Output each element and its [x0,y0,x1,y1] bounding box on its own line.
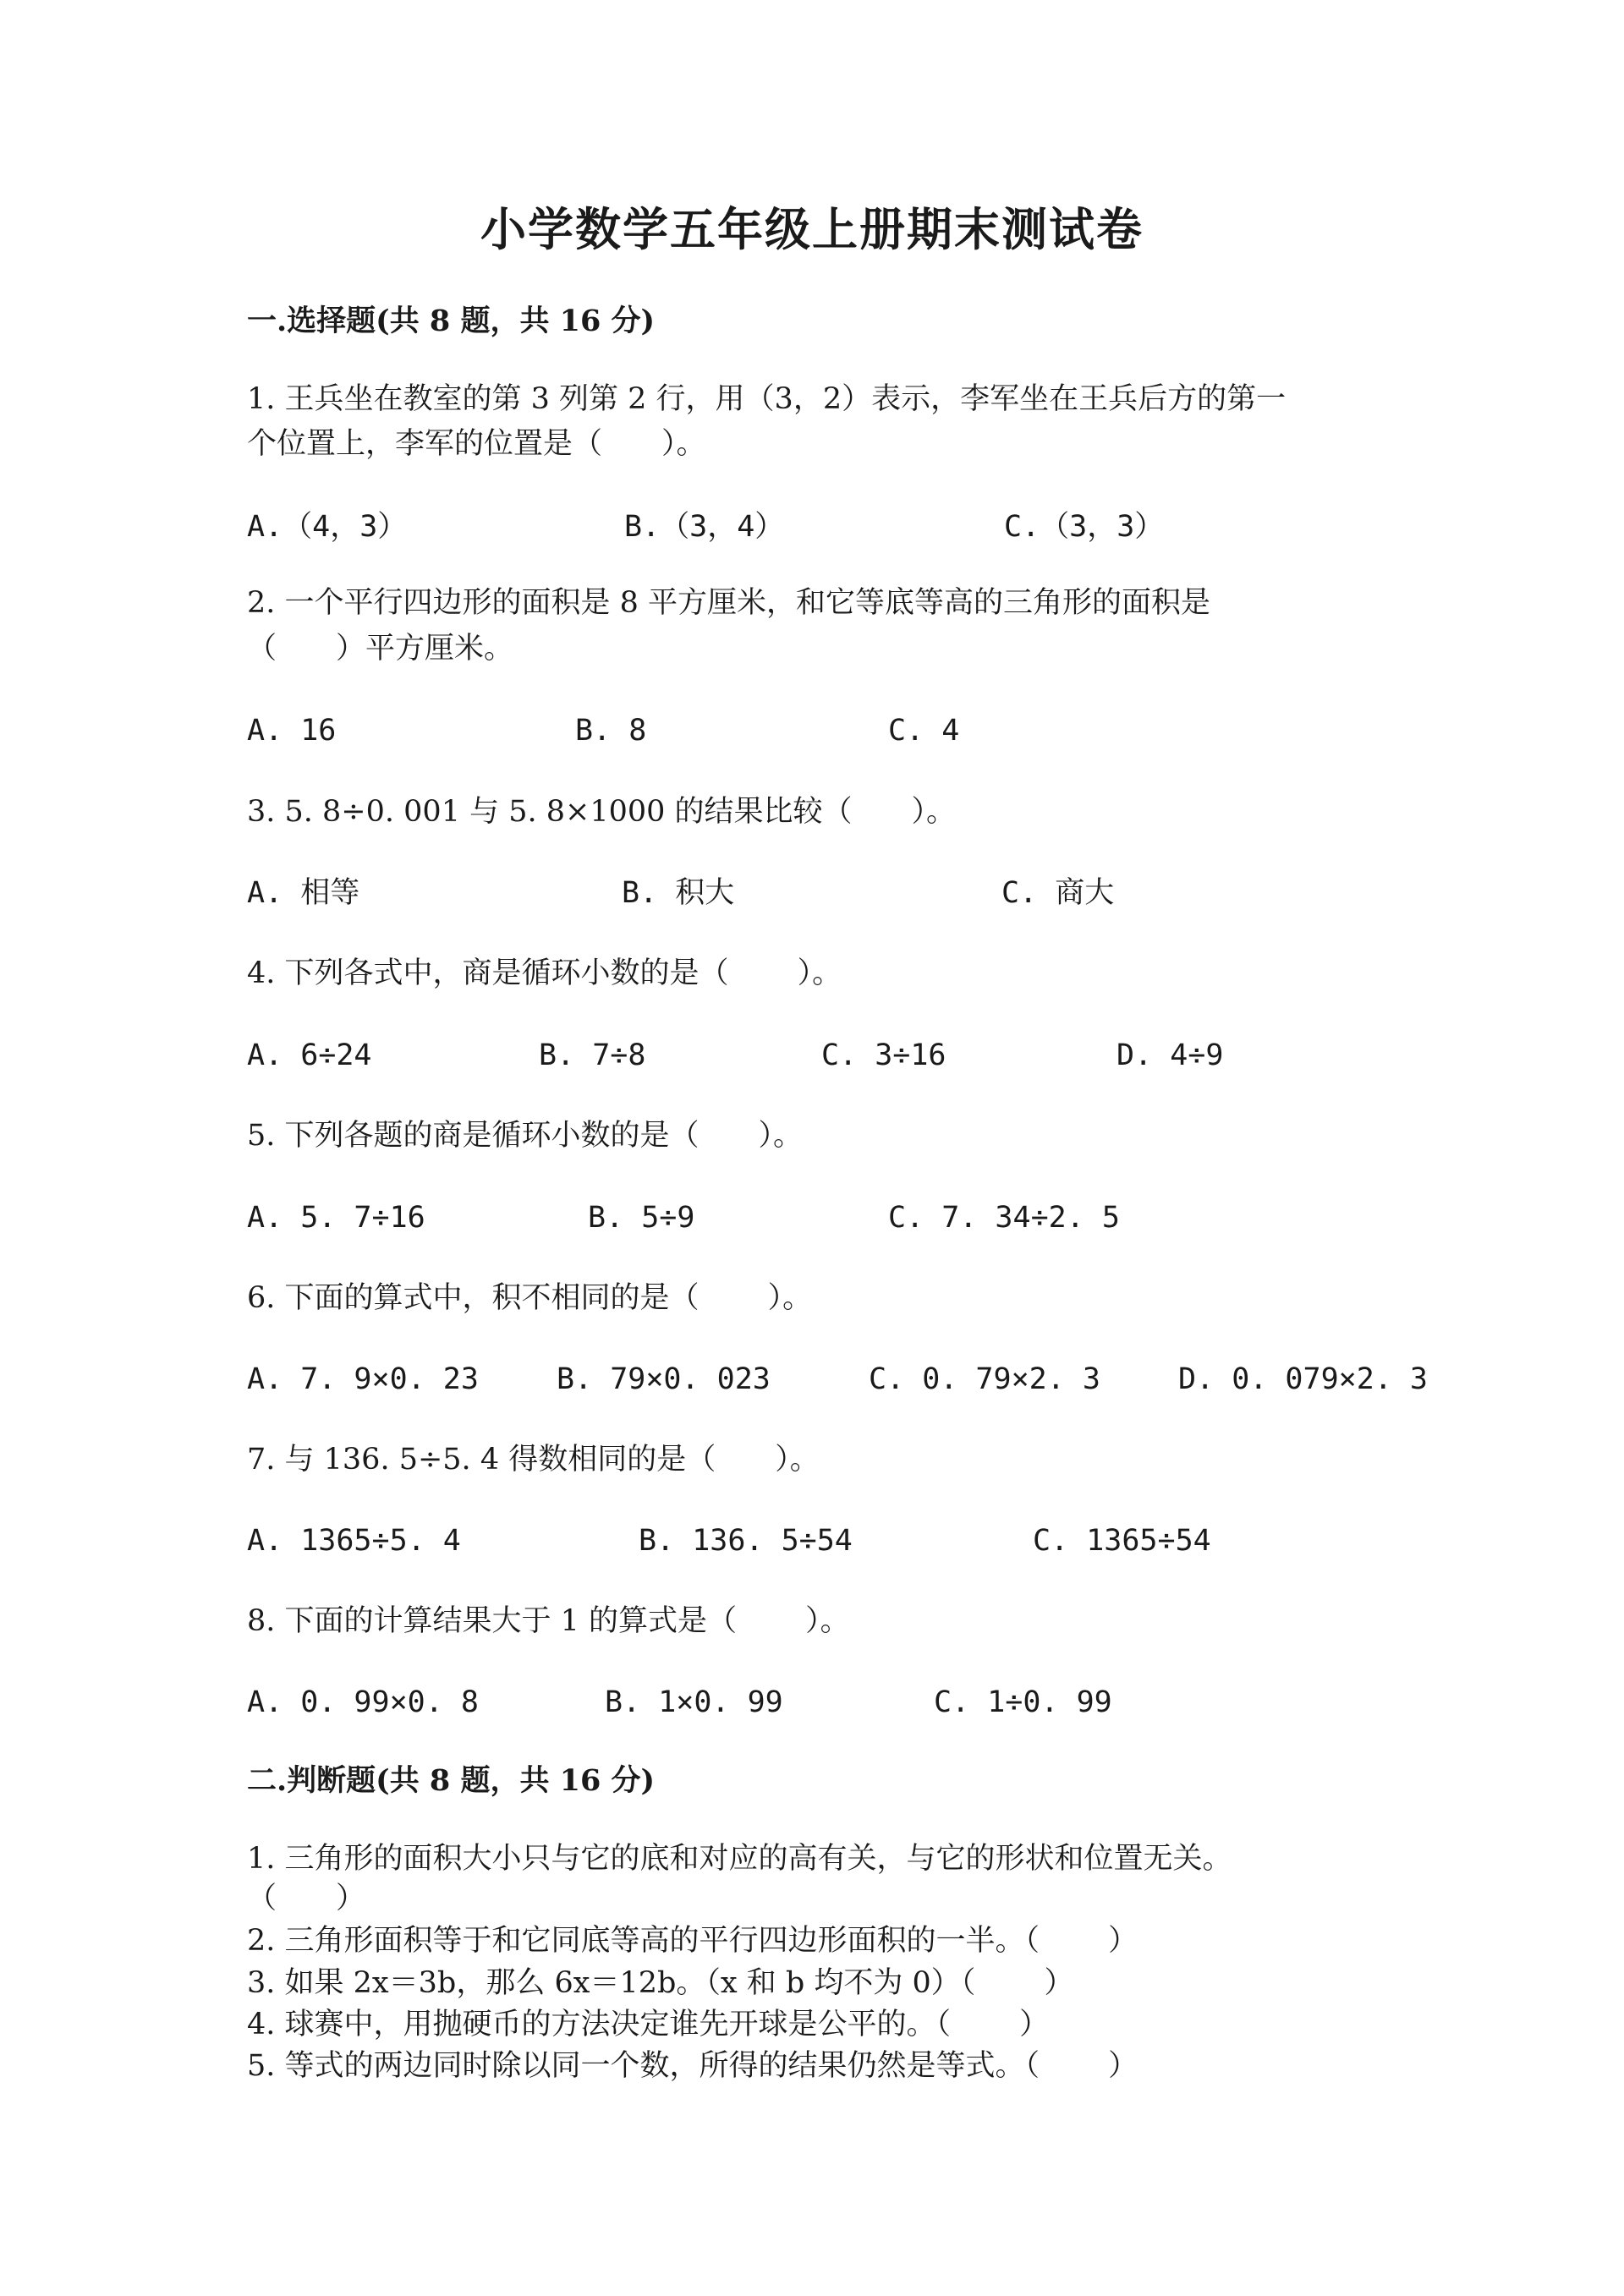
option-a[interactable]: A. 相等 [247,876,360,910]
option-c[interactable]: C.（3，3） [1004,510,1165,544]
option-c[interactable]: C. 0. 79×2. 3 [869,1362,1100,1396]
judge-item-5: 5. 等式的两边同时除以同一个数，所得的结果仍然是等式。（ ） [247,2049,1138,2083]
question-6-line-1: 6. 下面的算式中，积不相同的是（ ）。 [247,1281,813,1315]
question-4-line-1: 4. 下列各式中，商是循环小数的是（ ）。 [247,956,842,990]
option-b[interactable]: B.（3，4） [624,510,785,544]
judge-item-1-line-1: 1. 三角形的面积大小只与它的底和对应的高有关，与它的形状和位置无关。 [247,1842,1232,1876]
option-b[interactable]: B. 8 [575,714,647,748]
judge-item-2: 2. 三角形面积等于和它同底等高的平行四边形面积的一半。（ ） [247,1924,1138,1958]
question-8-options [247,1681,1431,1723]
option-a[interactable]: A. 0. 99×0. 8 [247,1685,479,1719]
judge-item-4: 4. 球赛中，用抛硬币的方法决定谁先开球是公平的。（ ） [247,2008,1050,2041]
section-heading-judge: 二.判断题(共 8 题，共 16 分) [247,1763,656,1798]
option-a[interactable]: A. 1365÷5. 4 [247,1524,461,1558]
question-6-options [247,1358,1431,1400]
option-c[interactable]: C. 1÷0. 99 [934,1685,1112,1719]
option-a[interactable]: A. 5. 7÷16 [247,1201,425,1235]
question-1-options [247,506,1431,548]
option-b[interactable]: B. 5÷9 [588,1201,695,1235]
option-b[interactable]: B. 7÷8 [539,1038,646,1072]
question-7-line-1: 7. 与 136. 5÷5. 4 得数相同的是（ ）。 [247,1443,820,1477]
option-b[interactable]: B. 136. 5÷54 [639,1524,853,1558]
question-1-line-2: 个位置上，李军的位置是（ ）。 [247,427,706,461]
question-1-line-1: 1. 王兵坐在教室的第 3 列第 2 行，用（3，2）表示，李军坐在王兵后方的第一 [247,382,1287,416]
question-7-options [247,1520,1431,1562]
option-a[interactable]: A. 16 [247,714,337,748]
option-a[interactable]: A.（4，3） [247,510,408,544]
judge-item-1-line-2: （ ） [247,1882,366,1915]
question-5-line-1: 5. 下列各题的商是循环小数的是（ ）。 [247,1119,804,1153]
option-b[interactable]: B. 1×0. 99 [605,1685,783,1719]
question-3-line-1: 3. 5. 8÷0. 001 与 5. 8×1000 的结果比较（ ）。 [247,795,957,829]
option-c[interactable]: C. 1365÷54 [1033,1524,1211,1558]
option-b[interactable]: B. 积大 [622,876,735,910]
option-a[interactable]: A. 7. 9×0. 23 [247,1362,479,1396]
option-c[interactable]: C. 3÷16 [821,1038,946,1072]
judge-item-3: 3. 如果 2x＝3b，那么 6x＝12b。（x 和 b 均不为 0）（ ） [247,1966,1074,2000]
option-d[interactable]: D. 0. 079×2. 3 [1178,1362,1429,1396]
question-2-line-1: 2. 一个平行四边形的面积是 8 平方厘米，和它等底等高的三角形的面积是 [247,586,1211,620]
question-8-line-1: 8. 下面的计算结果大于 1 的算式是（ ）。 [247,1604,850,1638]
option-d[interactable]: D. 4÷9 [1116,1038,1224,1072]
option-c[interactable]: C. 7. 34÷2. 5 [888,1201,1120,1235]
question-3-options [247,872,1431,914]
option-a[interactable]: A. 6÷24 [247,1038,372,1072]
question-2-line-2: （ ）平方厘米。 [247,632,514,666]
question-2-options [247,710,1431,752]
question-4-options [247,1034,1431,1077]
option-b[interactable]: B. 79×0. 023 [557,1362,771,1396]
option-c[interactable]: C. 4 [888,714,960,748]
question-5-options [247,1197,1431,1239]
option-c[interactable]: C. 商大 [1001,876,1115,910]
section-heading-choice: 一.选择题(共 8 题，共 16 分) [247,304,656,338]
page-title: 小学数学五年级上册期末测试卷 [480,202,1144,256]
